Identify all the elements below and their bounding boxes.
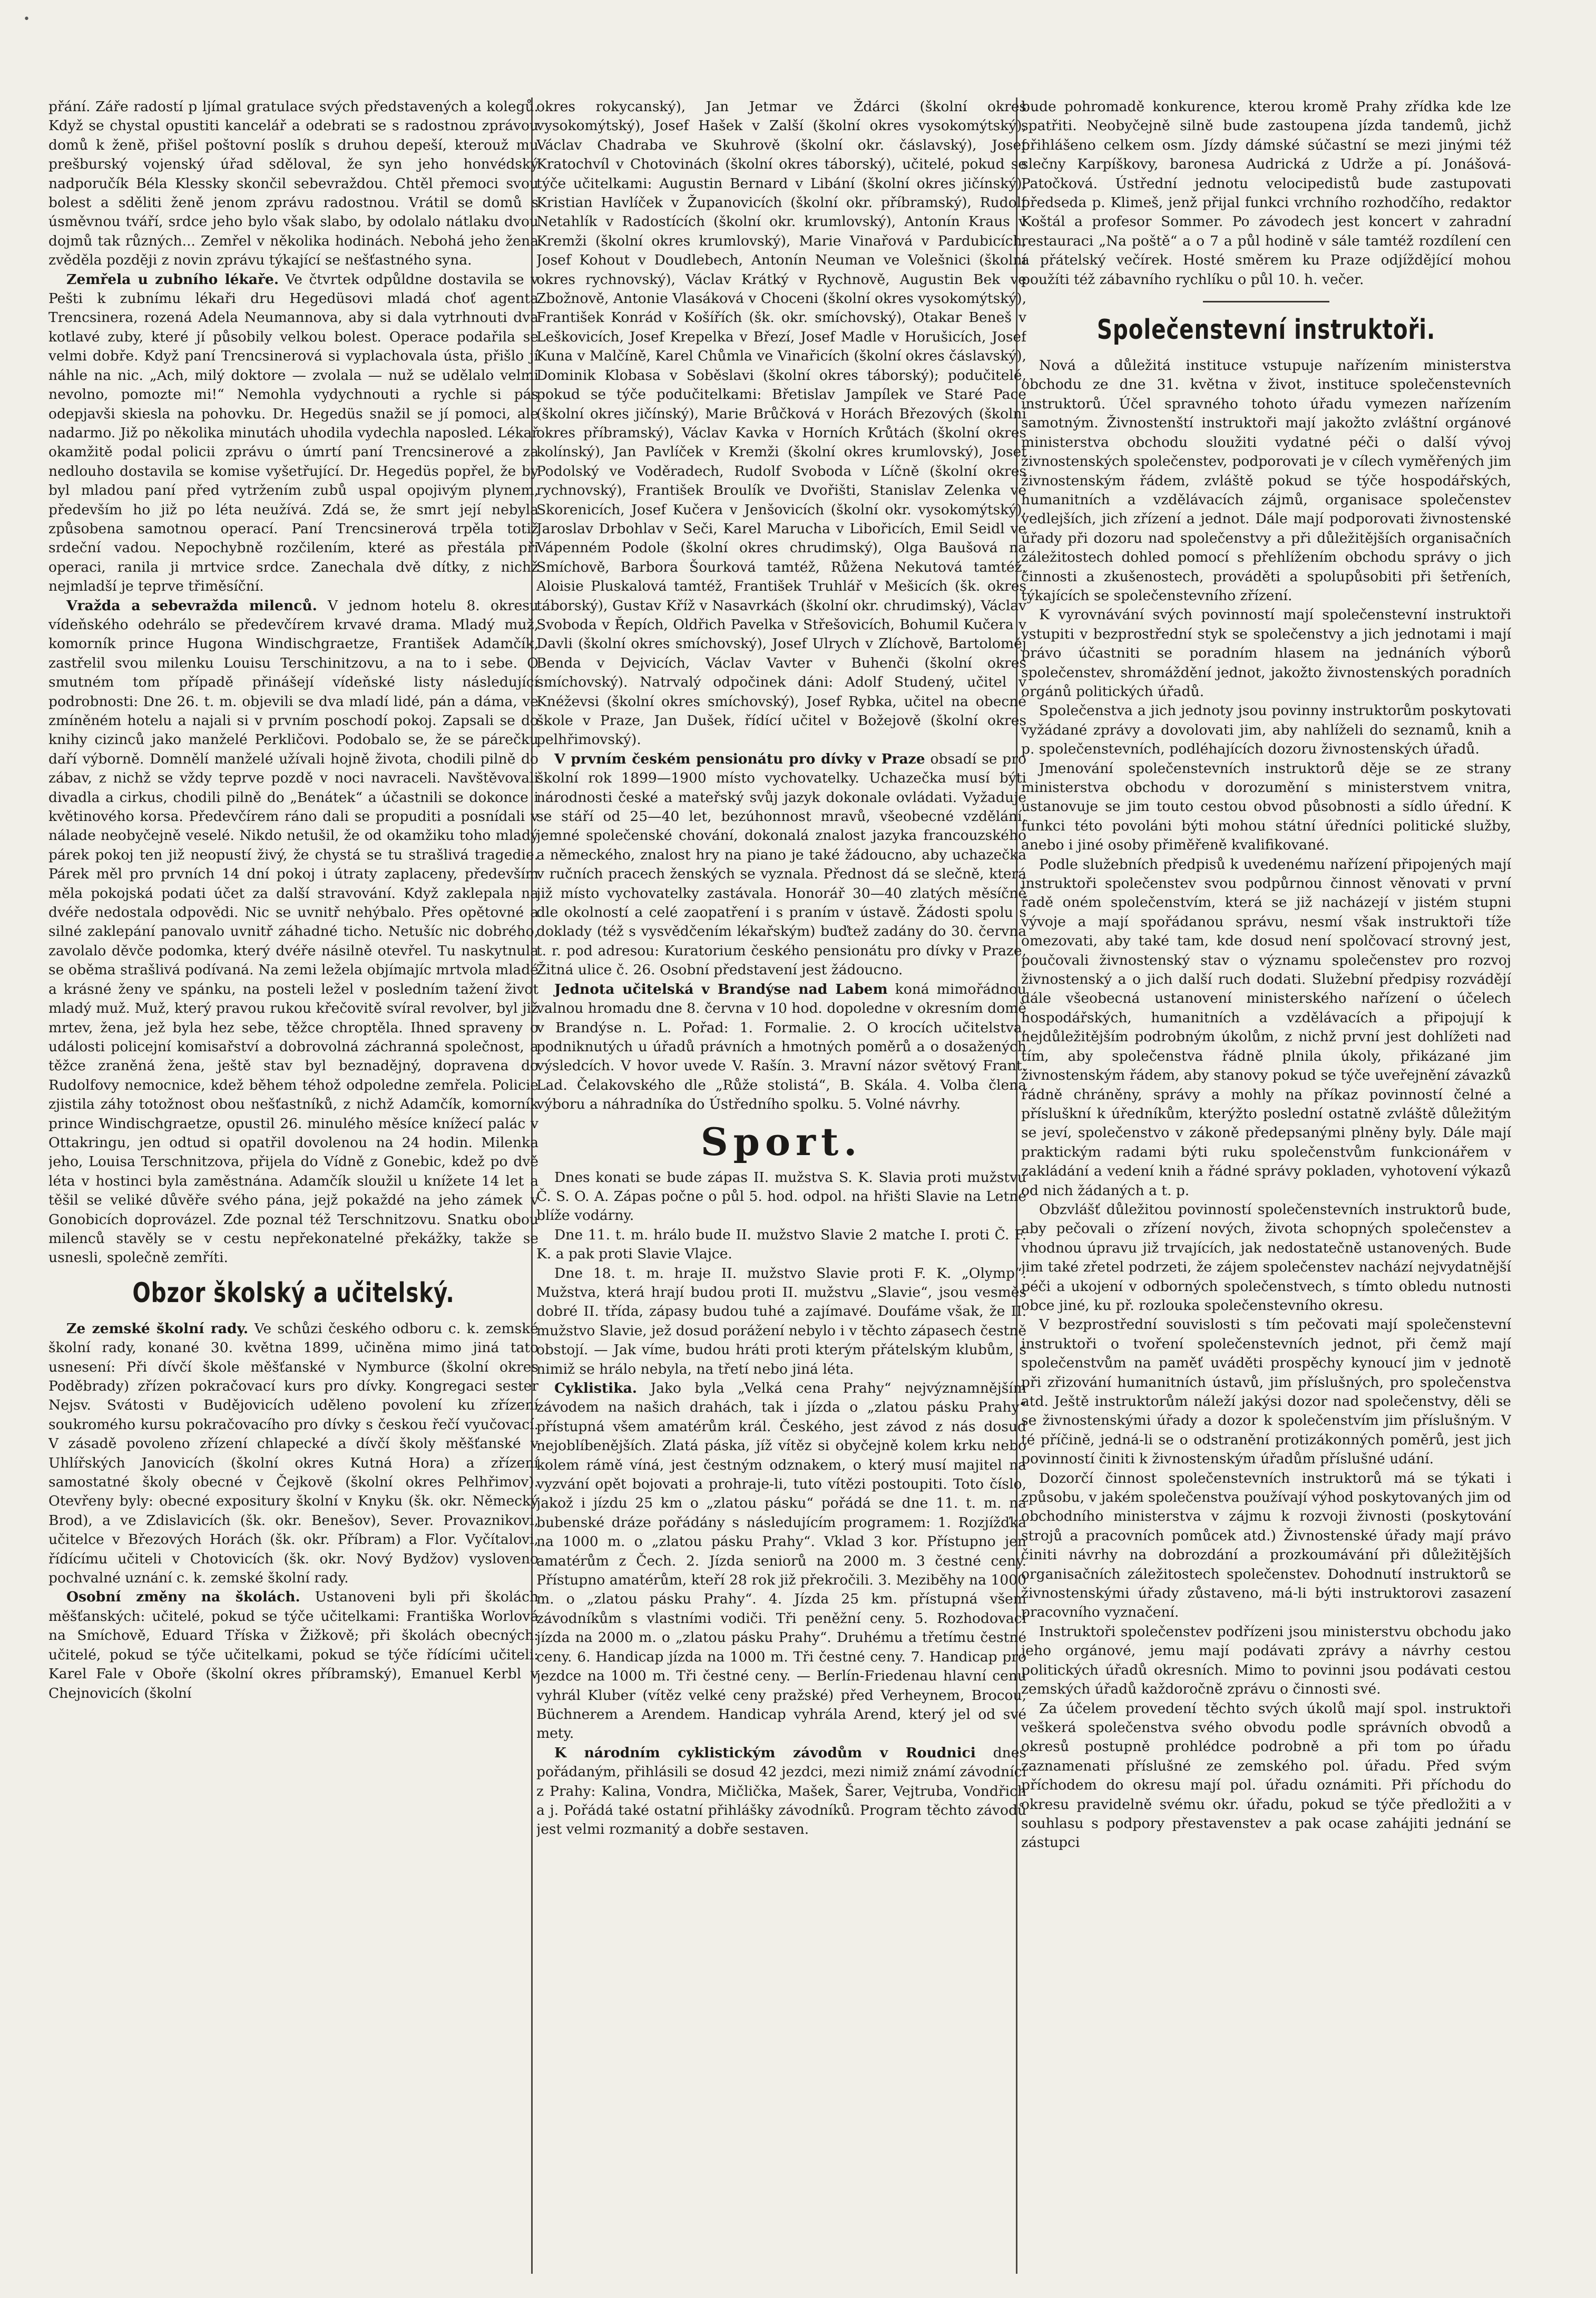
article-text: dnes pořádaným, přihlásili se dosud 42 jezdci, mezi nimiž známí závodníci z Prahy: Kalina, Vondra, Mičlička, Mašek, Šarer, Vejtruba, Vondřich a j. Pořádá také ostatní přihlášky závodníků. Program těchto závodů jest velmi rozmanitý a dobře sestaven. (536, 1744, 1026, 1838)
column-2 (536, 97, 1026, 2279)
article-paragraph (536, 750, 1026, 980)
article-paragraph (48, 596, 538, 1268)
article-lead: Jednota učitelská v Brandýse nad Labem (554, 981, 888, 998)
article-paragraph: Za účelem provedení těchto svých úkolů mají spol. instruktoři veškerá společenstva svého obvodu podle správních obvodů a okresů postupně prohlédce podrobně a při tom po úřadu zaznamenati příslušné ze zemského pol. úřadu. Před svým příchodem do okresu mají pol. úřadu oznámiti. Při příchodu do okresu pravidelně svému okr. úřadu, pokud se týče předložiti a v souhlasu s podpory přestavenstev a pak ocase zahájiti jednání se zástupci (1021, 1700, 1511, 1851)
article-paragraph: Společenstva a jich jednoty jsou povinny instruktorům poskytovati vyžádané zprávy a dovolovati jim, aby nahlíželi do seznamů, knih a p. společenstevních, podléhajících dozoru živnostenských úřadů. (1021, 702, 1511, 758)
article-text: Ve schůzi českého odboru c. k. zemské školní rady, konané 30. května 1899, učiněna mimo jiná tato usnesení: Při dívčí škole měšťanské v Nymburce (školní okres Poděbrady) zřízen pokračovací kurs pro dívky. Kongregaci sester Nejsv. Svátosti v Budějovicích uděleno povolení ku zřízení soukromého kursu pokračovacího pro dívky s českou řečí vyučovací. V zásadě povoleno zřízení chlapecké a dívčí školy měšťanské v Uhlířských Janovicích (školní okres Kutná Hora) a zřízení samostatné školy obecné v Čejkově (školní okres Pelhřimov). Otevřeny byly: obecné expositury školní v Knyku (šk. okr. Německý Brod), a ve Zdislavicích (šk. okr. Benešov), Sever. Provaznikovi, učitelce v Březových Horách (šk. okr. Příbram) a Flor. Vyčítalovi, řídícímu učiteli v Chotovicích (šk. okr. Nový Bydžov) vysloveno pochvalné uznání c. k. zemské školní rady. (48, 1320, 538, 1587)
article-paragraph (536, 980, 1026, 1114)
article-paragraph: okres rokycanský), Jan Jetmar ve Ždárci (školní okres vysokomýtský), Josef Hašek v Zalší (školní okres vysokomýtský), Václav Chadraba ve Skuhrově (školní okr. čáslavský), Josef Kratochvíl v Chotovinách (školní okres táborský), učitelé, pokud se týče učitelkami: Augustin Bernard v Libání (školní okres jičínský), Kristian Havlíček v Županovicích (školní okr. příbramský), Rudolf Netahlík v Radostících (školní okr. krumlovský), Antonín Kraus v Kremži (školní okres krumlovský), Marie Vinařová v Pardubicích, Josef Kohout v Doudlebech, Antonín Neuman ve Volešnici (školní okres rychnovský), Václav Krátký v Rychnově, Augustin Bek ve Zbožnově, Antonie Vlasáková v Choceni (školní okres vysokomýtský), František Konrád v Košířích (šk. okr. smíchovský), Otakar Beneš v Leškovicích, Josef Krepelka v Březí, Josef Madle v Horušicích, Josef Kuna v Malčíně, Karel Chůmla ve Vinařicích (školní okres čáslavský), Dominik Klobasa v Soběslavi (školní okres táborský); podučitelé, pokud se týče podučitelkami: Břetislav Jampílek ve Staré Pace (školní okres jičínský), Marie Brůčková v Horách Březových (školní okres příbramský), Václav Kavka v Horních Krůtách (školní okres kolínský), Jan Pavlíček v Kremži (školní okres krumlovský), Josef Podolský ve Voděradech, Rudolf Svoboda v Líčně (školní okres rychnovský), František Broulík ve Dvořišti, Stanislav Zelenka ve Skorenicích, Josef Kučera v Jenšovicích (školní okr. vysokomýtský), Jaroslav Drbohlav v Seči, Karel Marucha v Libořicích, Emil Seidl ve Vápenném Podole (školní okres chrudimský), Olga Baušová na Smíchově, Barbora Šourková tamtéž, Růžena Nekutová tamtéž, Aloisie Pluskalová tamtéž, František Truhlář v Mešicích (šk. okres táborský), Gustav Kříž v Nasavrkách (školní okr. chrudimský), Václav Svoboda v Řepích, Oldřich Pavelka v Střešovicích, Bohumil Kučera v Davli (školní okres smíchovský), Josef Ulrych v Zlíchově, Bartoloměj Benda v Dejvicích, Václav Vavter v Buhenči (školní okres smíchovský). Natrvalý odpočinek dáni: Adolf Studený, učitel v Knéževsi (školní okres smíchovský), Josef Rybka, učitel na obecné škole v Praze, Jan Dušek, řídící učitel v Božejově (školní okres pelhřimovský). (536, 99, 1026, 748)
article-lead: K národním cyklistickým závodům v Roudnici (554, 1744, 976, 1761)
article-lead: V prvním českém pensionátu pro dívky v Praze (554, 750, 925, 767)
article-paragraph (536, 1744, 1026, 1840)
article-lead: Ze zemské školní rady. (66, 1320, 249, 1337)
article-text: Ustanoveni byli při školách měšťanských: učitelé, pokud se týče učitelkami: Františka Worlová na Smíchově, Eduard Tříska v Žižkově; při školách obecných: učitelé, pokud se týče učitelkami, pokud se týče řídícími učiteli: Karel Fale v Oboře (školní okres příbramský), Emanuel Kerbl v Chejnovicích (školní (48, 1589, 538, 1702)
article-paragraph: Instruktoři společenstev podřízeni jsou ministerstvu obchodu jako jeho orgánové, jemu mají podávati zprávy a návrhy cestou politických úřadů okresních. Mimo to povinni jsou podávati cestou zemských úřadů každoročně zprávu o činnosti své. (1021, 1623, 1511, 1698)
column-3 (1021, 97, 1511, 2279)
section-heading-instructors: Společenstevní instruktoři. (1096, 314, 1436, 346)
article-text: obsadí se pro školní rok 1899—1900 místo vychovatelky. Uchazečka musí býti národnosti české a mateřský svůj jazyk dokonale ovládati. Vyžaduje se stáří od 25—40 let, bezúhonnost mravů, všeobecné vzdělání, jemné společenské chování, dokonalá znalost jazyka francouzského a německého, znalost hry na piano je také žádoucno, aby uchazečka v ručních pracech ženských se vyznala. Přednost dá se slečně, která již místo vychovatelky zastávala. Honorář 30—40 zlatých měsíčně dle okolností a celé zaopatření i s praním v ústavě. Žádosti spolu s doklady (též s vysvědčením lékařským) buďtež zadány do 30. června t. r. pod adresou: Kuratorium českého pensionátu pro dívky v Praze, Žitná ulice č. 26. Osobní představení jest žádoucno. (536, 750, 1026, 979)
page-corner-mark: • (23, 13, 30, 26)
article-paragraph: Dne 18. t. m. hraje II. mužstvo Slavie proti F. K. „Olymp“. Mužstva, která hrají budou proti II. mužstvu „Slavie“, jsou vesměs dobré II. třída, zápasy budou tuhé a zajímavé. Doufáme však, že II. mužstvo Slavie, jež dosud porážení nebylo i v těchto zápasech čestně obstojí. — Jak víme, budou hráti proti kterým přátelským klubům, s nimiž se hrálo nebyla, na třetí nebo jiná léta. (536, 1265, 1026, 1377)
article-paragraph (48, 270, 538, 596)
article-paragraph (536, 1379, 1026, 1744)
article-lead: Zemřela u zubního lékaře. (66, 271, 279, 288)
article-paragraph (48, 1319, 538, 1588)
article-lead: Cyklistika. (554, 1380, 637, 1396)
article-paragraph: Dozorčí činnost společenstevních instruktorů má se týkati i způsobu, v jakém společenstva používají výhod poskytovaných jim od obchodního ministerstva v zájmu k rozvoji živnosti (poskytování strojů a pracovních pomůcek atd.) Živnostenské úřady mají právo činiti návrhy na dobrozdání a prozkoumávání při důležitějších organisačních záležitostech společenstev. Dohodnutí instruktorů se živnostenskými úřady zůstaveno, má-li býti instruktorovi zasazení pracovního vyznačení. (1021, 1470, 1511, 1621)
column-1 (48, 97, 538, 2279)
article-text: Ve čtvrtek odpůldne dostavila se v Pešti k zubnímu lékaři dru Hegedüsovi mladá choť agenta Trencsinera, rozená Adela Neumannova, aby si dala vytrhnouti dva kotlavé zuby, které jí působily velkou bolest. Operace podařila se velmi dobře. Když paní Trencsinerová si vyplachovala ústa, přišlo jí náhle na nic. „Ach, milý doktore — zvolala — nuž se udělalo velmi nevolno, pomozte mi!“ Nemohla vydychnouti a rychle si pás odepjavši skiesla na pohovku. Dr. Hegedüs snažil se jí pomoci, ale nadarmo. Již po několika minutách uhodila vydechla naposled. Lékař okamžitě podal policii zprávu o úmrtí paní Trencsinerové a za nedlouho dostavila se komise vyšetřující. Dr. Hegedüs popřel, že by byl mladou paní před vytržením zubů uspal opojivým plynem, především ho již po léta neužívá. Zdá se, že smrt její nebyla způsobena samotnou operací. Paní Trencsinerová trpěla totiž srdeční vadou. Nepochybně rozčilením, které as přestála při operaci, ranila ji mrtvice srdce. Zanechala dvě dítky, z nichž nejmladší je teprve třiměsíční. (48, 271, 538, 595)
article-paragraph: Dne 11. t. m. hrálo bude II. mužstvo Slavie 2 matche I. proti Č. F. K. a pak proti Slavie Vlajce. (536, 1226, 1026, 1263)
section-heading-school: Obzor školský a učitelský. (132, 1277, 455, 1309)
article-paragraph: přání. Záře radostí p ljímal gratulace svých představených a kolegů. Když se chystal opustiti kancelář a odebrati se s radostnou zprávou domů k ženě, přišel poštovní poslík s druhou depeší, kterouž mu prešburský vojenský úřad sděloval, že syn jeho honvédský nadporučík Béla Klessky skončil sebevraždou. Chtěl přemoci svou bolest a sděliti ženě jenom zprávu radostnou. Vrátil se domů s úsměvnou tváří, srdce jeho bylo však slabo, by odolalo nátlaku dvou dojmů tak různých... Zemřel v několika hodinách. Nebohá jeho žena zvěděla později z novin zprávu týkající se nešťastného syna. (48, 99, 538, 269)
article-lead: Osobní změny na školách. (66, 1589, 300, 1606)
article-paragraph: bude pohromadě konkurence, kterou kromě Prahy zřídka kde lze spatřiti. Neobyčejně silně bude zastoupena jízda tandemů, jichž přihlášeno celkem osm. Jízdy dámské súčastní se mezi jinými též slečny Karpíškovy, baronesa Audrická z Udrže a pí. Jonášová-Patočková. Ústřední jednotu velocipedistů bude zastupovati předseda p. Klimeš, jenž přijal funkci vrchního rozhodčího, redaktor Koštál a profesor Sommer. Po závodech jest koncert v zahradní restauraci „Na poště“ a o 7 a půl hodině v sále tamtéž rozdílení cen a přátelský večírek. Hosté směrem ku Praze odjíždějící mohou použíti též zábavního rychlíku o půl 10. h. večer. (1021, 99, 1511, 288)
article-paragraph: Jmenování společenstevních instruktorů děje se ze strany ministerstva obchodu v dorozumění s ministerstvem vnitra, ustanovuje se jim touto cestou obvod působnosti a sídlo úřední. K funkci této povoláni býti mohou státní úředníci politické služby, anebo i jiné osoby přiměřeně kvalifikované. (1021, 760, 1511, 854)
section-separator (1203, 301, 1329, 302)
article-paragraph: K vyrovnávání svých povinností mají společenstevní instruktoři vstupiti v bezprostřední styk se společenstvy a jich jednotami i mají právo účastniti se poradním hlasem na jednáních výborů společenstev, shromáždění jednot, jakožto živnostenských poradních orgánů politických úřadů. (1021, 607, 1511, 700)
article-paragraph: V bezprostřední souvislosti s tím pečovati mají společenstevní instruktoři o tvoření společenstevních jednot, při čemž mají společenstvům na paměť uváděti prospěchy kynoucí jim v jednotě při zřizování humanitních ústavů, jim příslušných, pro společenstva atd. Ještě instruktorům náleží jakýsi dozor nad společenstvy, děli se se živnostenskými úřady a dozor k společenstvím jim příslušným. V té příčině, jedná-li se o odstranění protizákonných poměrů, jest jich povinností činiti k živnostenským úřadům příslušné udání. (1021, 1316, 1511, 1468)
article-paragraph (48, 1588, 538, 1703)
article-paragraph: Obzvlášť důležitou povinností společenstevních instruktorů bude, aby pečovali o zřízení nových, života schopných společenstev a vhodnou úpravu již trvajících, jak nedostatečně ustanovených. Bude jim také zřetel podrzeti, že zájem společenstev nachází nejvydatnější péči a ukojení v odborných společenstvech, s tímto obledu nutnosti obce jiné, ku př. rozlouka společenstevního okresu. (1021, 1201, 1511, 1314)
article-lead: Vražda a sebevražda milenců. (66, 597, 317, 614)
article-text: V jednom hotelu 8. okresu vídeňského odehrálo se předevčírem krvavé drama. Mladý muž, komorník prince Hugona Windischgraetze, František Adamčík, zastřelil svou milenku Louisu Terschinitzovu, a na to i sebe. O smutném tom případě přinášejí vídeňské listy následující podrobnosti: Dne 26. t. m. objevili se dva mladí lidé, pán a dáma, ve zmíněném hotelu a najali si v prvním poschodí pokoj. Zapsali se do knihy cizinců jako manželé Perkličovi. Podobalo se, že se párečku daří výborně. Domnělí manželé užívali hojně života, chodili pilně do zábav, z nichž se vždy teprve pozdě v noci navraceli. Navštěvovali divadla a cirkus, chodili pilně do „Benátek“ a účastnili se dokonce i květinového korsa. Předevčírem ráno dali se propuditi a posnídali v nálade neobyčejně veselé. Nikdo netušil, že od okamžiku toho mladý párek pokoj ten již neopustí živý, že chystá se tu strašlivá tragedie. Párek měl pro prvních 14 dní pokoj i útraty zaplaceny, především měla pokojská podati účet za další stravování. Když zaklepala na dvéře nedostala odpovědi. Nic se uvnitř nehýbalo. Přes opětovné a silné zaklepání panovalo uvnitř záhadné ticho. Netušíc nic dobrého, zavolalo děvče podomka, který dvéře násilně otevřel. Tu naskytnula se oběma strašlivá podívaná. Na zemi ležela objímajíc mrtvola mladé a krásné ženy ve spánku, na posteli ležel v posledním tažení život mladý muž. Muž, který pravou rukou křečovitě svíral revolver, byl již mrtev, žena, jež byla hez sebe, těžce chroptěla. Ihned spraveny o události policejní komisařství a dobrovolná záchranná společnost, a těžce zraněná žena, ještě stav byl beznadějný, dopravena do Rudolfovy nemocnice, kdež během téhož odpoledne zemřela. Policie zjistila záhy totožnost obou nešťastníků, z nichž Adamčík, komorník prince Windischgraetze, opustil 26. minulého měsíce knížecí palác v Ottakringu, jen odtud si opatřil dovolenou na 24 hodin. Milenka jeho, Louisa Terschnitzova, přijela do Vídně z Gonebic, kdež po dvě léta v hostinci byla zaměstnána. Adamčík sloužil u knížete 14 let a těšil se veliké důvěře svého pána, jejž pokaždé na jeho zámek v Gonobicích doprovázel. Zde poznal též Terschnitzovu. Snatku obou milenců stavěly se v cestu nepřekonatelné překážky, takže se usnesli, společně zemříti. (48, 597, 538, 1266)
article-paragraph: Nová a důležitá instituce vstupuje nařízením ministerstva obchodu ze dne 31. května v život, instituce společenstevních instruktorů. Účel spravného tohoto úřadu vymezen nařízením samotným. Živnostenští instruktoři mají jakožto zvláštní orgánové ministerstva obchodu sloužiti vydatné péči o další vývoj živnostenských společenstev, podporovati je v cílech vyměřených jim živnostenským řádem, zvláště pokud se týče hospodářských, humanitních a vzdělávacích zájmů, organisace společenstev vedlejších, jich zřízení a jednot. Dále mají podporovati živnostenské úřady při dozoru nad společenstvy a při důležitějších organisačních záležitostech dohled pomocí s přehlížením obchodu správy o jich činnosti a zkušenostech, prováděti a spolupůsobiti při šetřeních, týkajících se společenstevního zřízení. (1021, 357, 1511, 604)
article-text: koná mimořádnou valnou hromadu dne 8. června v 10 hod. dopoledne v okresním domě v Brandýse n. L. Pořad: 1. Formalie. 2. O krocích učitelstva, podniknutých u úřadů právních a hmotných poměrů a o dosažených výsledcích. V hovor uvede V. Rašín. 3. Mravní názor světový Frant. Lad. Čelakovského dle „Růže stolistá“, B. Skála. 4. Volba člena výboru a náhradníka do Ústředního spolku. 5. Volné návrhy. (536, 981, 1026, 1113)
section-heading-sport: Sport. (700, 1119, 863, 1164)
article-paragraph: Podle služebních předpisů k uvedenému nařízení připojených mají instruktoři společenstev svou podpůrnou činnost věnovati v první řadě oném společenstvím, která se již nacházejí v jistém stupni vývoje a mají spořádanou správu, nesmí však instruktoři tíže omezovati, aby také tam, kde dosud není spolčovací strovný jest, poučovali živnostenský stav o významu společenstev pro rozvoj živnostenský a o jich další ruch dodati. Služební předpisy rozvádějí dále všeobecná ustanovení ministerského nařízení o účelech hospodářských, humanitních a vzdělávacích a připojují k nejdůležitějším podrobným úkolům, z nichž první jest dohlížeti nad tím, aby společenstva řádně plnila úkoly, přikázané jim živnostenským řádem, aby stanovy pokud se týče uveřejnění závazků řádně chráněny, správy a mohly na příkaz povinností čelné a přísluškní k úředníkům, kterýžto poslední ostatně zvláště důležitým se jeví, společenstvo v zákoně předepsanými plněny byly. Dále mají praktickým radami býti ruku společenstvům funkcionářem v zakládání a vedení knih a řádné správy pokladen, vyhotovení výkazů od nich žádaných a t. p. (1021, 856, 1511, 1199)
article-paragraph: Dnes konati se bude zápas II. mužstva S. K. Slavia proti mužstvu Č. S. O. A. Zápas počne o půl 5. hod. odpol. na hřišti Slavie na Letné blíže vodárny. (536, 1169, 1026, 1224)
article-text: Jako byla „Velká cena Prahy“ nejvýznamnějším závodem na našich drahách, tak i jízda o „zlatou pásku Prahy“ přístupná všem amatérům král. Českého, jest závod z nás dosud nejoblíbenějších. Zlatá páska, jíž vítěz si obyčejně kolem krku nebo kolem rámě víná, jest čestným odznakem, o který musí majitel na vyzvání opět bojovati a prohraje-li, tuto vítězi postoupiti. Toto číslo, jakož i jízdu 25 km o „zlatou pásku“ pořádá se dne 11. t. m. na bubenské dráze pořádány s následujícím programem: 1. Rozjížďka na 1000 m. o „zlatou pásku Prahy“. Vklad 3 kor. Přístupno jen amatérům z Čech. 2. Jízda seniorů na 2000 m. 3 čestné ceny. Přístupno amatérům, kteří 28 rok již překročili. 3. Meziběhy na 1000 m. o „zlatou pásku Prahy“. 4. Jízda 25 km. přístupná všem závodníkům s vlastními vodiči. Tři peněžní ceny. 5. Rozhodovací jízda na 2000 m. o „zlatou pásku Prahy“. Druhému a třetímu čestné ceny. 6. Handicap jízda na 1000 m. Tři čestné ceny. 7. Handicap pro jezdce na 1000 m. Tři čestné ceny. — Berlín-Friedenau hlavní cenu vyhrál Kluber (vítěz velké ceny pražské) před Verheynem, Brocou, Büchnerem a Arendem. Handicap vyhrála Arend, který jel od své mety. (536, 1380, 1026, 1742)
